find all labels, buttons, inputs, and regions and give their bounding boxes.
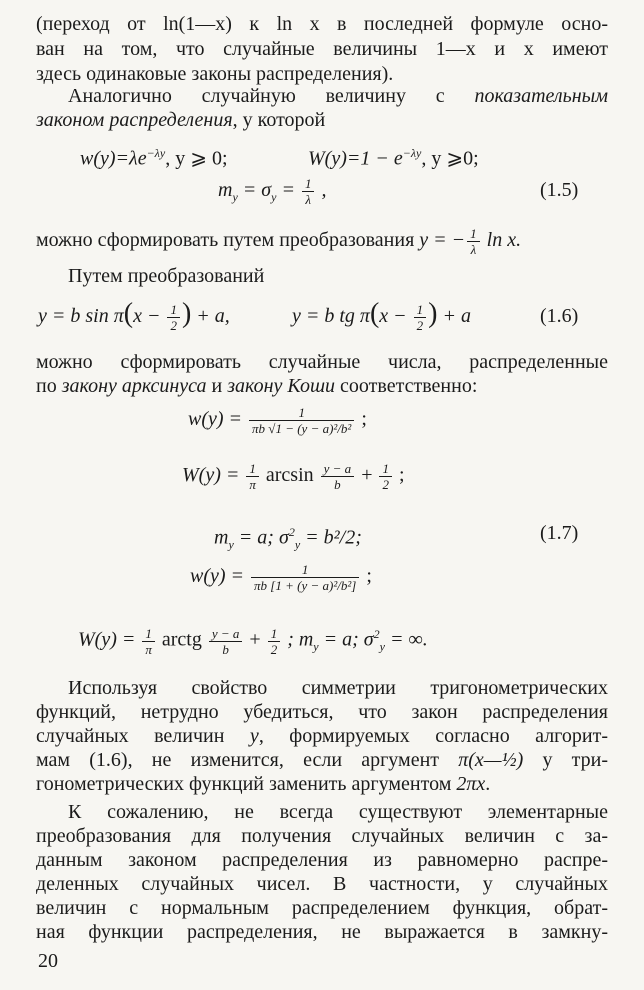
equation-number: (1.7) — [540, 522, 579, 544]
text-line: здесь одинаковые законы распределения). — [36, 63, 394, 85]
text-line: данным законом распределения из равномерно распре- — [36, 849, 608, 871]
equation-exponential-moments: $m_y = \sigma_y$ = $\frac{1}{\lambda}$ , — [218, 176, 327, 207]
page-number: 20 — [38, 950, 58, 972]
equation-cauchy-cdf: W(y) = $\frac{1}{\pi}$ arctg $\frac{y - a}{b}$ + $\frac{1}{2}$ ; $m_y = a$; $\sigma^2_y$ = ∞. — [78, 625, 428, 657]
text-line: деленных случайных чисел. В частности, у случайных — [36, 873, 608, 895]
equation-arcsine-density: w(y) = $\frac{1}{\text{πb √1 − (y − a)²/b²}}$ ; — [188, 405, 367, 436]
text-line: Путем преобразований — [68, 265, 265, 287]
text-line: ван на том, что случайные величины 1—x и x имеют — [36, 38, 608, 60]
text-line: случайных величин y, формируемых согласно алгорит- — [36, 725, 608, 747]
equation-arcsine-transform: y = b sin π(x − $\frac{1}{2}$ ) + a, — [38, 298, 230, 333]
text-line: Используя свойство симметрии тригонометрических — [68, 677, 608, 699]
text-line: по закону арксинуса и закону Коши соответственно: — [36, 375, 478, 397]
equation-cauchy-transform: y = b tg π(x − $\frac{1}{2}$ ) + a — [292, 298, 471, 333]
text-line: гонометрических функций заменить аргументом 2πx. — [36, 773, 491, 795]
equation-number: (1.5) — [540, 179, 579, 201]
equation-exponential-cdf: $W(y)=1 - e^{-\lambda y}$, y ⩾0; — [308, 146, 479, 170]
text-line: ная функции распределения, не выражается в замкну- — [36, 921, 608, 943]
text-line: можно сформировать путем преобразования y = − $\frac{1}{\lambda}$ ln x. — [36, 226, 522, 257]
text-line: законом распределения, у которой — [36, 109, 326, 131]
equation-cauchy-density: w(y) = $\frac{1}{\text{πb [1 + (y − a)²/b²]}}$ ; — [190, 562, 372, 593]
equation-number: (1.6) — [540, 305, 579, 327]
equation-exponential-density: $w(y)=\lambda e^{-\lambda y}$, y ⩾ 0; — [80, 146, 228, 170]
text-line: (переход от ln(1—x) к ln x в последней формуле осно- — [36, 13, 608, 35]
text-line: мам (1.6), не изменится, если аргумент π(x—½) у три- — [36, 749, 608, 771]
text-line: можно сформировать случайные числа, распределенные — [36, 351, 608, 373]
text-line: функций, нетрудно убедиться, что закон распределения — [36, 701, 608, 723]
text-line: величин с нормальным распределением функция, обрат- — [36, 897, 608, 919]
text-line: К сожалению, не всегда существуют элементарные — [68, 801, 608, 823]
text-line: преобразования для получения случайных величин с за- — [36, 825, 608, 847]
equation-arcsine-moments: $m_y = a$; $\sigma^2_y = b^2/2$; — [214, 525, 362, 552]
text-line: Аналогично случайную величину с показательным — [68, 85, 608, 107]
equation-arcsine-cdf: W(y) = $\frac{1}{\pi}$ arcsin $\frac{y - a}{b}$ + $\frac{1}{2}$ ; — [182, 461, 405, 492]
